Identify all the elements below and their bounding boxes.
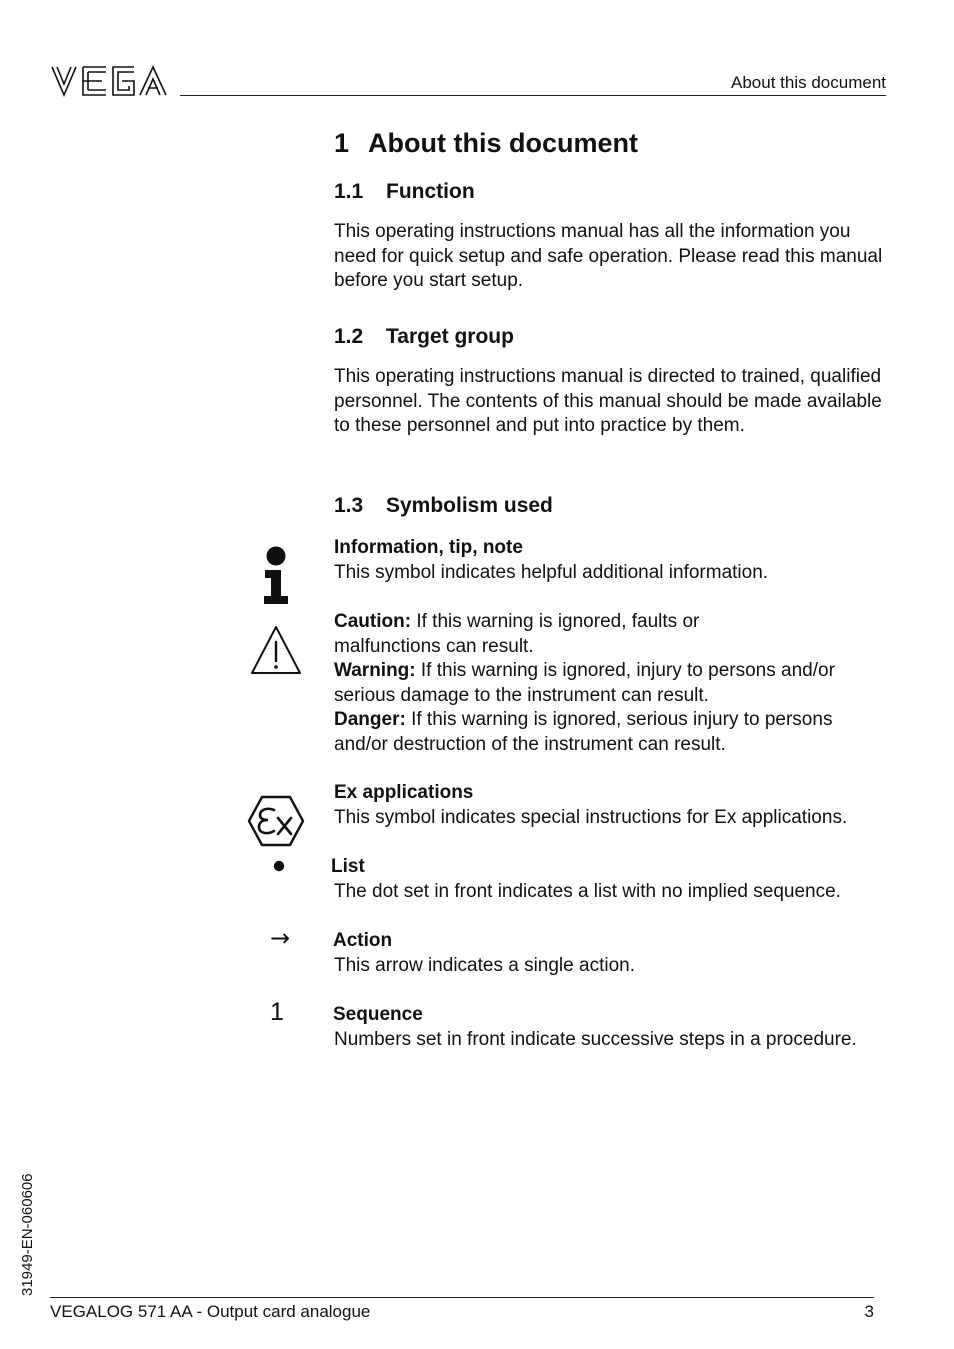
footer-divider	[50, 1297, 874, 1298]
caution-paragraph	[334, 610, 734, 659]
sequence-number-glyph: 1	[270, 998, 284, 1026]
list-symbol-description	[331, 855, 891, 904]
ex-symbol-text: This symbol indicates special instructions for Ex applications.	[334, 806, 848, 828]
caution-text: If this warning is ignored, faults or malfunctions can result.	[334, 611, 700, 657]
ex-symbol-title: Ex applications	[334, 782, 474, 803]
warning-paragraph	[334, 659, 890, 708]
bullet-dot-icon	[273, 860, 285, 872]
danger-label: Danger:	[334, 709, 406, 730]
list-symbol-title: List	[331, 856, 365, 877]
subsection-number: 1.2	[334, 325, 364, 348]
action-symbol-description	[333, 929, 893, 978]
warning-text: If this warning is ignored, injury to persons and/or serious damage to the instrument can result.	[334, 660, 835, 706]
arrow-right-icon: →	[270, 924, 291, 952]
section-title: About this document	[368, 128, 638, 158]
sequence-symbol-description	[333, 1003, 893, 1052]
page-number: 3	[864, 1302, 874, 1321]
header-divider	[180, 95, 886, 96]
warning-symbol-description	[334, 610, 890, 757]
subsection-title: Symbolism used	[386, 494, 553, 517]
info-symbol-title: Information, tip, note	[334, 537, 523, 558]
warning-triangle-icon	[249, 624, 303, 676]
list-symbol-text: The dot set in front indicates a list with no implied sequence.	[334, 880, 841, 902]
section-number: 1	[334, 128, 350, 158]
vega-logo	[50, 64, 168, 98]
function-paragraph: This operating instructions manual has all the information you need for quick setup and safe operation. Please read this manual before you start setup.	[334, 221, 883, 291]
target-group-paragraph: This operating instructions manual is directed to trained, qualified personnel. The contents of this manual should be made available to these personnel and put into practice by them.	[334, 366, 882, 436]
danger-text: If this warning is ignored, serious injury to persons and/or destruction of the instrument can result.	[334, 709, 833, 755]
ex-symbol-description	[334, 781, 894, 830]
sequence-symbol-text: Numbers set in front indicate successive steps in a procedure.	[334, 1028, 857, 1050]
warning-label: Warning:	[334, 660, 416, 681]
subsection-number: 1.1	[334, 180, 364, 203]
document-id: 31949-EN-060606	[19, 1173, 36, 1296]
action-symbol-title: Action	[333, 930, 393, 951]
subsection-number: 1.3	[334, 494, 364, 517]
info-symbol-text: This symbol indicates helpful additional information.	[334, 561, 769, 583]
footer-product-name: VEGALOG 571 AA - Output card analogue	[50, 1302, 371, 1321]
sequence-symbol-title: Sequence	[333, 1004, 423, 1025]
info-icon	[262, 546, 290, 604]
caution-label: Caution:	[334, 611, 412, 632]
subsection-title: Function	[386, 180, 475, 203]
ex-hexagon-icon	[247, 794, 305, 848]
section-heading	[334, 128, 638, 159]
info-symbol-description	[334, 536, 894, 585]
danger-paragraph	[334, 708, 890, 757]
running-header: About this document	[731, 73, 886, 92]
subsection-heading-target-group	[334, 325, 514, 349]
subsection-heading-symbolism	[334, 494, 553, 518]
action-symbol-text: This arrow indicates a single action.	[334, 954, 635, 976]
subsection-title: Target group	[386, 325, 514, 348]
subsection-heading-function	[334, 180, 475, 204]
